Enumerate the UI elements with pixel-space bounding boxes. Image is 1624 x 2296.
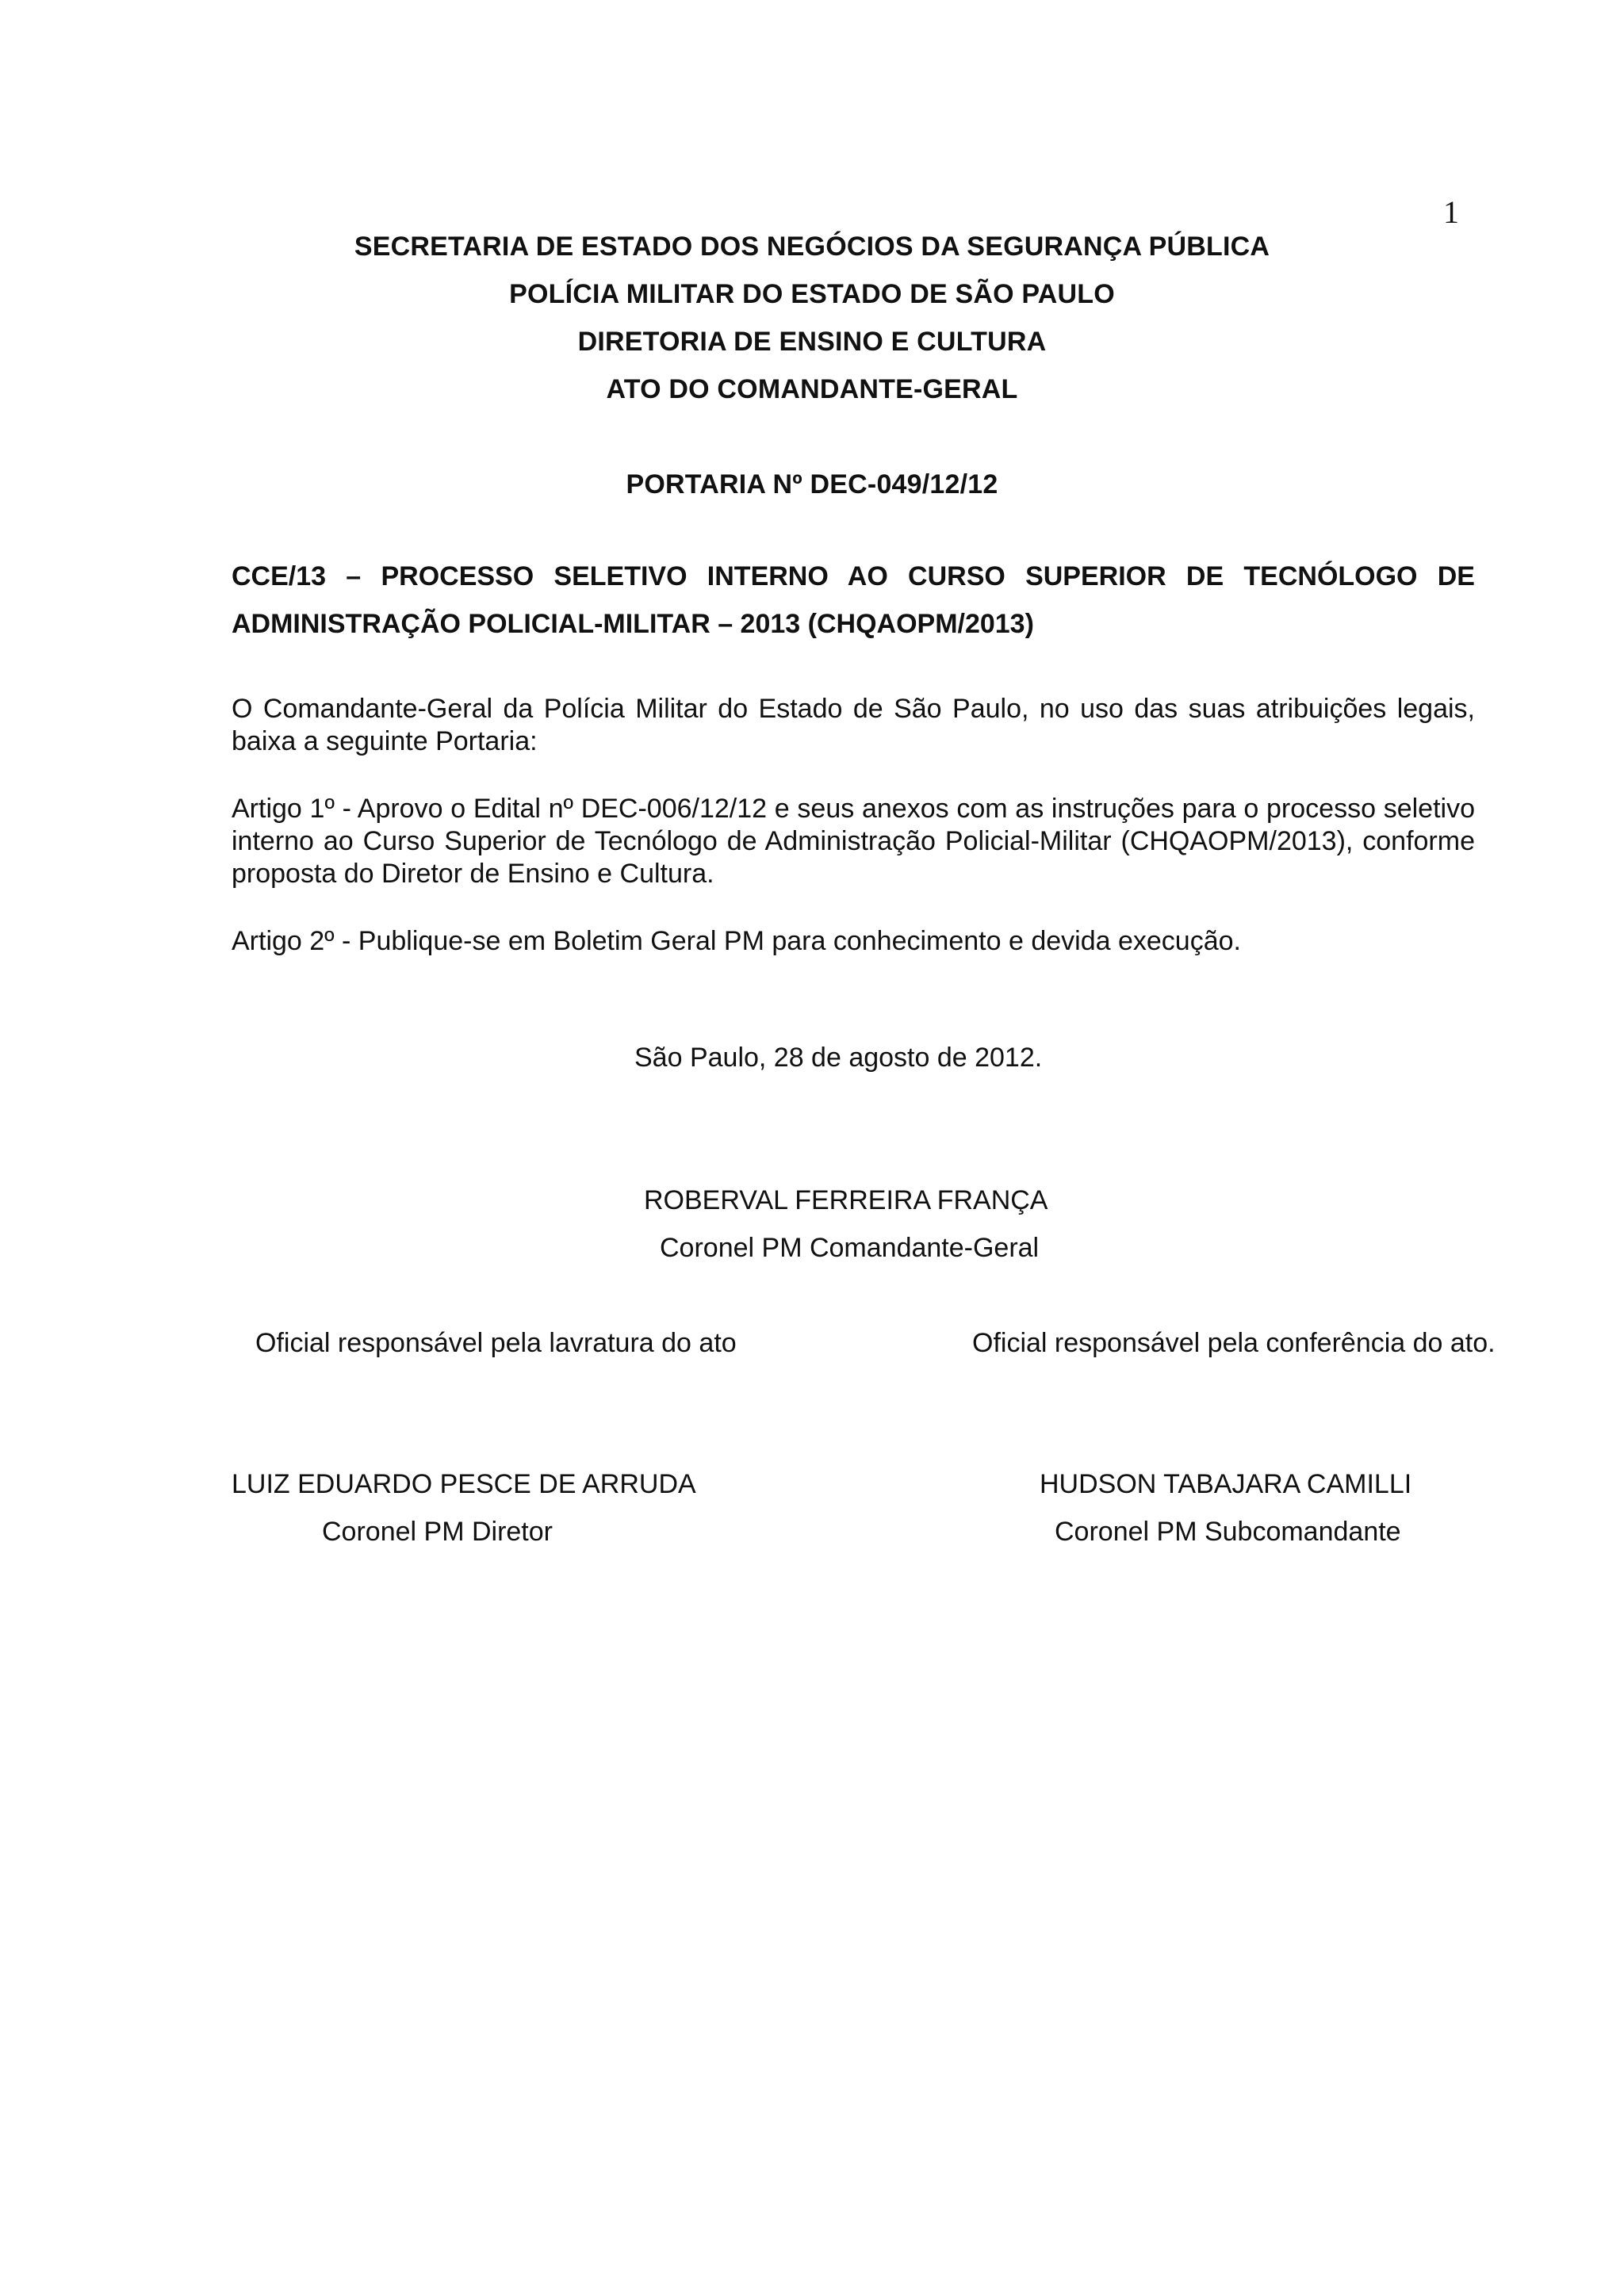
right-signatory-name: HUDSON TABAJARA CAMILLI xyxy=(1040,1469,1412,1499)
artigo-2-paragraph: Artigo 2º - Publique-se em Boletim Geral PM para conhecimento e devida execução. xyxy=(232,926,1241,956)
page-number: 1 xyxy=(1443,194,1459,230)
left-signatory-title: Coronel PM Diretor xyxy=(322,1517,553,1547)
subject-heading xyxy=(232,553,1475,648)
subject-line-1: CCE/13 – PROCESSO SELETIVO INTERNO AO CURSO SUPERIOR DE TECNÓLOGO DE xyxy=(232,561,1475,591)
place-date: São Paulo, 28 de agosto de 2012. xyxy=(634,1043,1043,1073)
portaria-title: PORTARIA Nº DEC-049/12/12 xyxy=(626,469,998,499)
header-secretaria: SECRETARIA DE ESTADO DOS NEGÓCIOS DA SEGURANÇA PÚBLICA xyxy=(354,232,1270,262)
intro-paragraph: O Comandante-Geral da Polícia Militar do Estado de São Paulo, no uso das suas atribuições legais, baixa a seguinte Portaria: xyxy=(232,694,1475,756)
left-signatory-name: LUIZ EDUARDO PESCE DE ARRUDA xyxy=(232,1469,696,1499)
subject-line-2: ADMINISTRAÇÃO POLICIAL-MILITAR – 2013 (CHQAOPM/2013) xyxy=(232,609,1034,639)
responsible-label-left: Oficial responsável pela lavratura do ato xyxy=(255,1328,737,1358)
artigo-1-paragraph: Artigo 1º - Aprovo o Edital nº DEC-006/12/12 e seus anexos com as instruções para o processo seletivo interno ao Curso Superior de Tecnólogo de Administração Policial-Militar (CHQAOPM/2013), conforme proposta do Diretor de Ensino e Cultura. xyxy=(232,794,1475,889)
header-policia-militar: POLÍCIA MILITAR DO ESTADO DE SÃO PAULO xyxy=(509,279,1115,309)
main-signatory-title: Coronel PM Comandante-Geral xyxy=(660,1233,1040,1263)
header-ato: ATO DO COMANDANTE-GERAL xyxy=(606,374,1018,404)
responsible-label-right: Oficial responsável pela conferência do ato. xyxy=(972,1328,1496,1358)
main-signatory-name: ROBERVAL FERREIRA FRANÇA xyxy=(644,1185,1048,1215)
header-diretoria: DIRETORIA DE ENSINO E CULTURA xyxy=(577,327,1047,357)
right-signatory-title: Coronel PM Subcomandante xyxy=(1055,1517,1401,1547)
